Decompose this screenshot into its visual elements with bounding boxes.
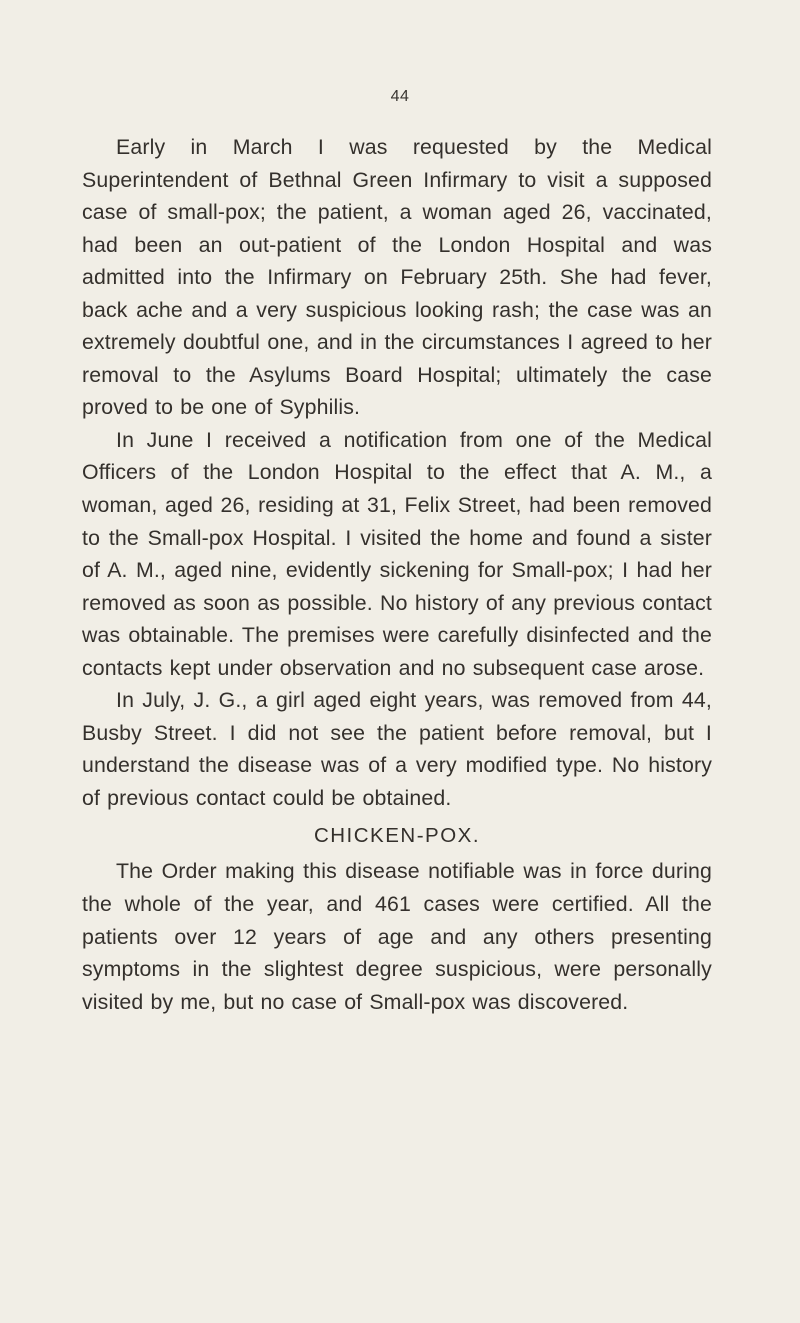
page-number: 44: [390, 88, 410, 105]
paragraph-small-pox-june-case: In June I received a notification from one of the Medical Officers of the London Hospital to the effect that A. M., a woman, aged 26, residing at 31, Felix Street, had been removed to the Small-pox Hospital. I visited the home and found a sister of A. M., aged nine, evidently sickening for Small-pox; I had her removed as soon as possible. No history of any previous contact was obtainable. The premises were carefully disinfected and the contacts kept under observation and no subsequent case arose.: [82, 427, 712, 680]
paragraph-chicken-pox: The Order making this disease notifiable was in force during the whole of the year, and 461 cases were certified. All the patients over 12 years of age and any others presenting symptoms in the slightest degree suspicious, were personally visited by me, but no case of Small-pox was discovered.: [82, 859, 712, 1014]
body-text: [82, 131, 712, 1018]
section-heading-chicken-pox: CHICKEN-POX.: [313, 824, 481, 848]
paragraph-small-pox-july-case: In July, J. G., a girl aged eight years, was removed from 44, Busby Street. I did not see the patient before removal, but I understand the disease was of a very modified type. No history of previous contact could be obtained.: [82, 688, 712, 810]
paragraph-small-pox-infirmary-case: Early in March I was requested by the Medical Superintendent of Bethnal Green Infirmary to visit a supposed case of small-pox; the patient, a woman aged 26, vaccinated, had been an out-patient of the London Hospital and was admitted into the Infirmary on February 25th. She had fever, back ache and a very suspicious looking rash; the case was an extremely doubtful one, and in the circumstances I agreed to her removal to the Asylums Board Hospital; ultimately the case proved to be one of Syphilis.: [82, 135, 712, 420]
